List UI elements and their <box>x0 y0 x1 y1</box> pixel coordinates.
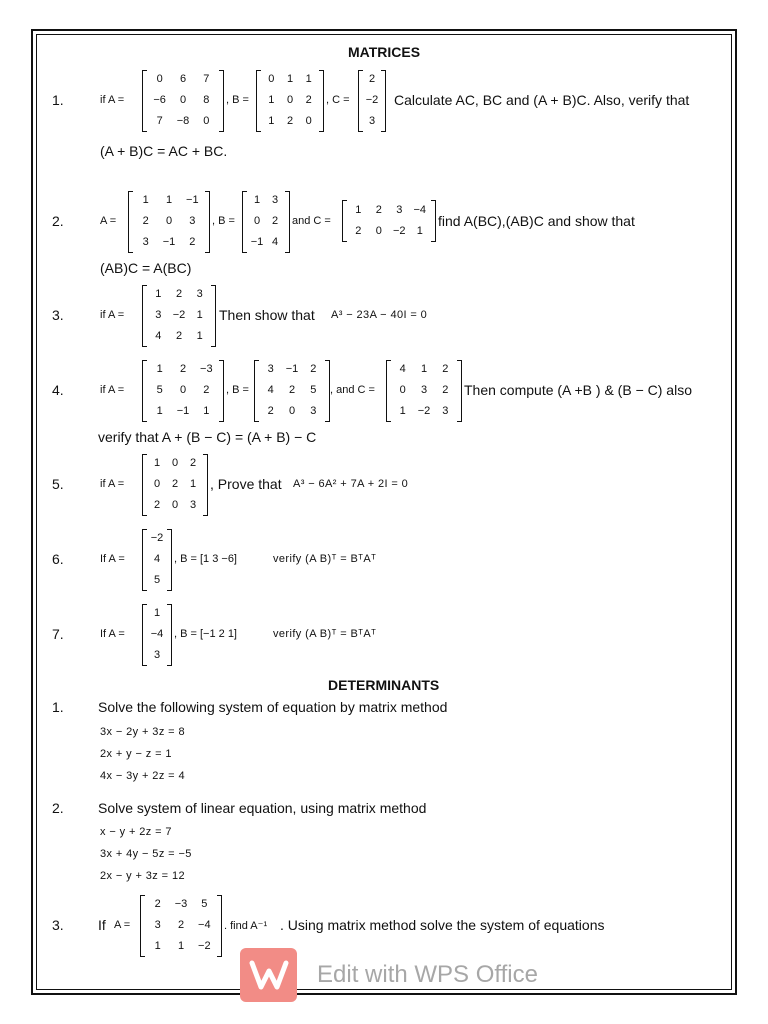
matrix-cell: 3 <box>396 203 403 216</box>
question-number: 2. <box>52 800 64 816</box>
bracket-right <box>211 285 216 347</box>
watermark-text: Edit with WPS Office <box>317 961 538 988</box>
matrix-cell: 1 <box>142 194 149 207</box>
matrix-cell: 0 <box>268 73 275 86</box>
wps-logo-icon <box>240 948 297 1002</box>
question-number: 3. <box>52 307 64 323</box>
matrix-cell: 1 <box>153 607 161 620</box>
find-inverse-text: . find A⁻¹ <box>224 920 268 932</box>
matrix-cell: 1 <box>268 94 275 106</box>
matrix-cell: 2 <box>288 384 296 396</box>
equation-3: 4x − 3y + 2z = 4 <box>100 770 185 782</box>
matrix-b <box>242 191 290 253</box>
matrix-a <box>142 70 224 132</box>
if-label: If <box>98 917 106 933</box>
matrix-cell: −8 <box>176 114 190 127</box>
question-text-cont: verify that A + (B − C) = (A + B) − C <box>98 429 317 445</box>
determinants-heading: DETERMINANTS <box>328 677 440 693</box>
bracket-right <box>217 895 222 957</box>
bracket-left <box>140 895 145 957</box>
matrix-cell: 0 <box>286 94 294 106</box>
matrix-cell: 3 <box>154 919 161 931</box>
matrix-cell: 1 <box>196 309 203 321</box>
matrix-c-label: and C = <box>292 215 331 227</box>
question-text: Calculate AC, BC and (A + B)C. Also, verify that <box>394 92 690 108</box>
question-text: Then show that <box>219 307 315 323</box>
matrix-cell: 1 <box>196 329 203 342</box>
equation-1: 3x − 2y + 3z = 8 <box>100 726 185 738</box>
matrix-cell: 1 <box>203 404 210 417</box>
matrix-a <box>142 360 224 422</box>
matrix-cell: 2 <box>153 498 161 511</box>
matrix-a <box>142 454 208 516</box>
matrix-cell: 4 <box>153 553 161 565</box>
matrix-a <box>140 895 222 957</box>
matrix-cell: 1 <box>154 939 161 952</box>
equation-3: 2x − y + 3z = 12 <box>100 870 185 882</box>
matrix-cell: 2 <box>442 363 449 376</box>
question-number: 1. <box>52 699 64 715</box>
question-number: 2. <box>52 213 64 229</box>
bracket-left <box>254 360 259 422</box>
if-label: If A = <box>100 553 125 565</box>
matrix-b-label: , B = <box>226 94 249 106</box>
question-number: 5. <box>52 476 64 492</box>
question-text: find A(BC),(AB)C and show that <box>438 213 635 229</box>
matrix-cell: 3 <box>442 404 449 417</box>
matrix-cell: 0 <box>375 224 382 237</box>
matrix-cell: 4 <box>155 329 162 342</box>
equation-2: 2x + y − z = 1 <box>100 748 172 760</box>
matrix-cell: −4 <box>198 919 211 931</box>
matrix-a <box>142 285 216 347</box>
bracket-left <box>342 200 347 242</box>
matrix-c-label: , C = <box>326 94 350 106</box>
matrix-cell: 1 <box>268 114 275 127</box>
matrices-heading: MATRICES <box>348 44 421 60</box>
matrix-cell: 0 <box>203 114 210 127</box>
if-label: A = <box>100 215 117 227</box>
question-text: Solve the following system of equation by matrix method <box>98 699 448 715</box>
matrix-cell: 1 <box>153 457 161 470</box>
matrix-cell: 1 <box>155 288 162 301</box>
matrix-cell: 1 <box>305 73 312 86</box>
wps-watermark[interactable] <box>240 948 538 1002</box>
matrix-cell: 5 <box>156 384 163 396</box>
matrix-cell: 0 <box>288 404 296 417</box>
bracket-left <box>128 191 133 253</box>
matrix-b-label: , B = <box>212 215 235 227</box>
matrix-cell: 5 <box>153 573 161 586</box>
question-text: verify (A B)ᵀ = BᵀAᵀ <box>273 553 377 565</box>
if-label: if A = <box>100 94 125 106</box>
matrix-a <box>142 529 172 591</box>
if-label: if A = <box>100 309 125 321</box>
if-label: if A = <box>100 478 125 490</box>
matrix-b-label: , B = <box>226 384 249 396</box>
matrix-cell: −2 <box>365 94 379 106</box>
matrix-cell: 3 <box>267 363 274 376</box>
matrix-cell: 0 <box>165 215 173 227</box>
matrix-cell: 7 <box>156 114 163 127</box>
question-text: Solve system of linear equation, using matrix method <box>98 800 427 816</box>
matrix-cell: 3 <box>310 404 317 417</box>
matrix-cell: 3 <box>155 309 162 321</box>
bracket-right <box>219 70 224 132</box>
matrix-cell: 2 <box>267 404 274 417</box>
matrix-cell: −1 <box>162 235 176 248</box>
matrix-cell: 0 <box>179 384 187 396</box>
matrix-cell: 3 <box>368 114 376 127</box>
matrix-cell: 2 <box>189 235 196 248</box>
bracket-left <box>142 70 147 132</box>
equation-1: x − y + 2z = 7 <box>100 826 172 838</box>
matrix-cell: 0 <box>399 384 406 396</box>
matrix-cell: 2 <box>442 384 449 396</box>
matrix-cell: 4 <box>399 363 406 376</box>
question-text: verify (A B)ᵀ = BᵀAᵀ <box>273 628 377 640</box>
matrix-cell: 3 <box>189 215 196 227</box>
matrix-cell: 0 <box>156 73 163 86</box>
matrix-cell: 2 <box>179 363 187 376</box>
question-text-cont: (A + B)C = AC + BC. <box>100 143 228 159</box>
matrix-cell: 3 <box>271 194 279 207</box>
matrix-cell: 0 <box>153 478 161 490</box>
matrix-a <box>142 604 172 666</box>
matrix-cell: 6 <box>179 73 187 86</box>
matrix-cell: 0 <box>305 114 312 127</box>
matrix-cell: −1 <box>186 194 199 207</box>
matrix-cell: −2 <box>392 224 406 237</box>
bracket-right <box>319 70 324 132</box>
matrix-a-label: A = <box>114 919 131 931</box>
matrix-cell: 1 <box>286 73 294 86</box>
question-number: 1. <box>52 92 64 108</box>
matrix-cell: 4 <box>271 235 279 248</box>
question-text: Then compute (A +B ) & (B − C) also <box>464 382 692 398</box>
matrix-cell: 1 <box>253 194 261 207</box>
question-number: 6. <box>52 551 64 567</box>
matrix-cell: 1 <box>165 194 173 207</box>
question-number: 3. <box>52 917 64 933</box>
matrix-cell: −2 <box>417 404 431 417</box>
matrix-cell: 5 <box>310 384 317 396</box>
matrix-cell: 2 <box>355 224 362 237</box>
matrix-cell: 2 <box>286 114 294 127</box>
if-label: If A = <box>100 628 125 640</box>
matrix-cell: 1 <box>189 478 197 490</box>
bracket-right <box>219 360 224 422</box>
matrix-cell: 0 <box>253 215 261 227</box>
matrix-cell: 2 <box>171 478 179 490</box>
matrix-cell: −2 <box>150 532 164 545</box>
matrix-cell: 3 <box>189 498 197 511</box>
matrix-cell: −4 <box>413 203 427 216</box>
bracket-left <box>142 360 147 422</box>
matrix-cell: 2 <box>175 329 183 342</box>
page-border-inner <box>36 34 732 990</box>
matrix-cell: −1 <box>285 363 299 376</box>
matrix-cell: 1 <box>156 363 163 376</box>
matrix-cell: 0 <box>171 457 179 470</box>
equation: A³ − 23A − 40I = 0 <box>331 309 428 321</box>
matrix-cell: 3 <box>153 648 161 661</box>
matrix-cell: 4 <box>267 384 274 396</box>
matrix-cell: 2 <box>310 363 317 376</box>
matrix-cell: 2 <box>271 215 279 227</box>
matrix-b <box>256 70 324 132</box>
matrix-c <box>386 360 462 422</box>
matrix-cell: 2 <box>305 94 312 106</box>
matrix-cell: 2 <box>189 457 197 470</box>
matrix-cell: 1 <box>416 224 423 237</box>
matrix-c <box>358 70 386 132</box>
question-number: 4. <box>52 382 64 398</box>
matrix-cell: −2 <box>172 309 186 321</box>
matrix-cell: 3 <box>420 384 428 396</box>
matrix-cell: 1 <box>156 404 163 417</box>
matrix-cell: 1 <box>420 363 428 376</box>
matrix-cell: 0 <box>179 94 187 106</box>
if-label: if A = <box>100 384 125 396</box>
matrix-cell: −3 <box>174 898 188 911</box>
matrix-c-label: , and C = <box>330 384 375 396</box>
question-text: . Using matrix method solve the system of equations <box>280 917 605 933</box>
matrix-cell: −1 <box>250 235 264 248</box>
bracket-right <box>205 191 210 253</box>
bracket-right <box>431 200 436 242</box>
matrix-cell: −1 <box>176 404 190 417</box>
bracket-left <box>142 285 147 347</box>
matrix-a <box>128 191 210 253</box>
matrix-cell: 8 <box>203 94 210 106</box>
bracket-right <box>457 360 462 422</box>
matrix-cell: 2 <box>142 215 149 227</box>
equation-2: 3x + 4y − 5z = −5 <box>100 848 192 860</box>
matrix-cell: 7 <box>203 73 210 86</box>
matrix-cell: 0 <box>171 498 179 511</box>
question-number: 7. <box>52 626 64 642</box>
matrix-cell: −3 <box>200 363 213 376</box>
matrix-cell: −6 <box>153 94 166 106</box>
matrix-cell: 2 <box>154 898 161 911</box>
matrix-b <box>254 360 330 422</box>
matrix-cell: 5 <box>201 898 208 911</box>
matrix-cell: −2 <box>198 939 211 952</box>
question-text-cont: (AB)C = A(BC) <box>100 260 192 276</box>
matrix-cell: 1 <box>399 404 406 417</box>
matrix-cell: 3 <box>142 235 149 248</box>
matrix-cell: 3 <box>196 288 203 301</box>
matrix-cell: 1 <box>355 203 362 216</box>
matrix-cell: 2 <box>175 288 183 301</box>
matrix-b-label: , B = [−1 2 1] <box>174 628 237 640</box>
equation: A³ − 6A² + 7A + 2I = 0 <box>293 478 409 490</box>
matrix-cell: 2 <box>203 384 210 396</box>
matrix-b-label: , B = [1 3 −6] <box>174 553 237 565</box>
matrix-cell: 2 <box>177 919 185 931</box>
matrix-c <box>342 200 436 242</box>
matrix-cell: 2 <box>368 73 376 86</box>
matrix-cell: 2 <box>375 203 382 216</box>
matrix-cell: −4 <box>150 628 164 640</box>
bracket-left <box>386 360 391 422</box>
matrix-cell: 1 <box>177 939 185 952</box>
question-text: , Prove that <box>210 476 282 492</box>
